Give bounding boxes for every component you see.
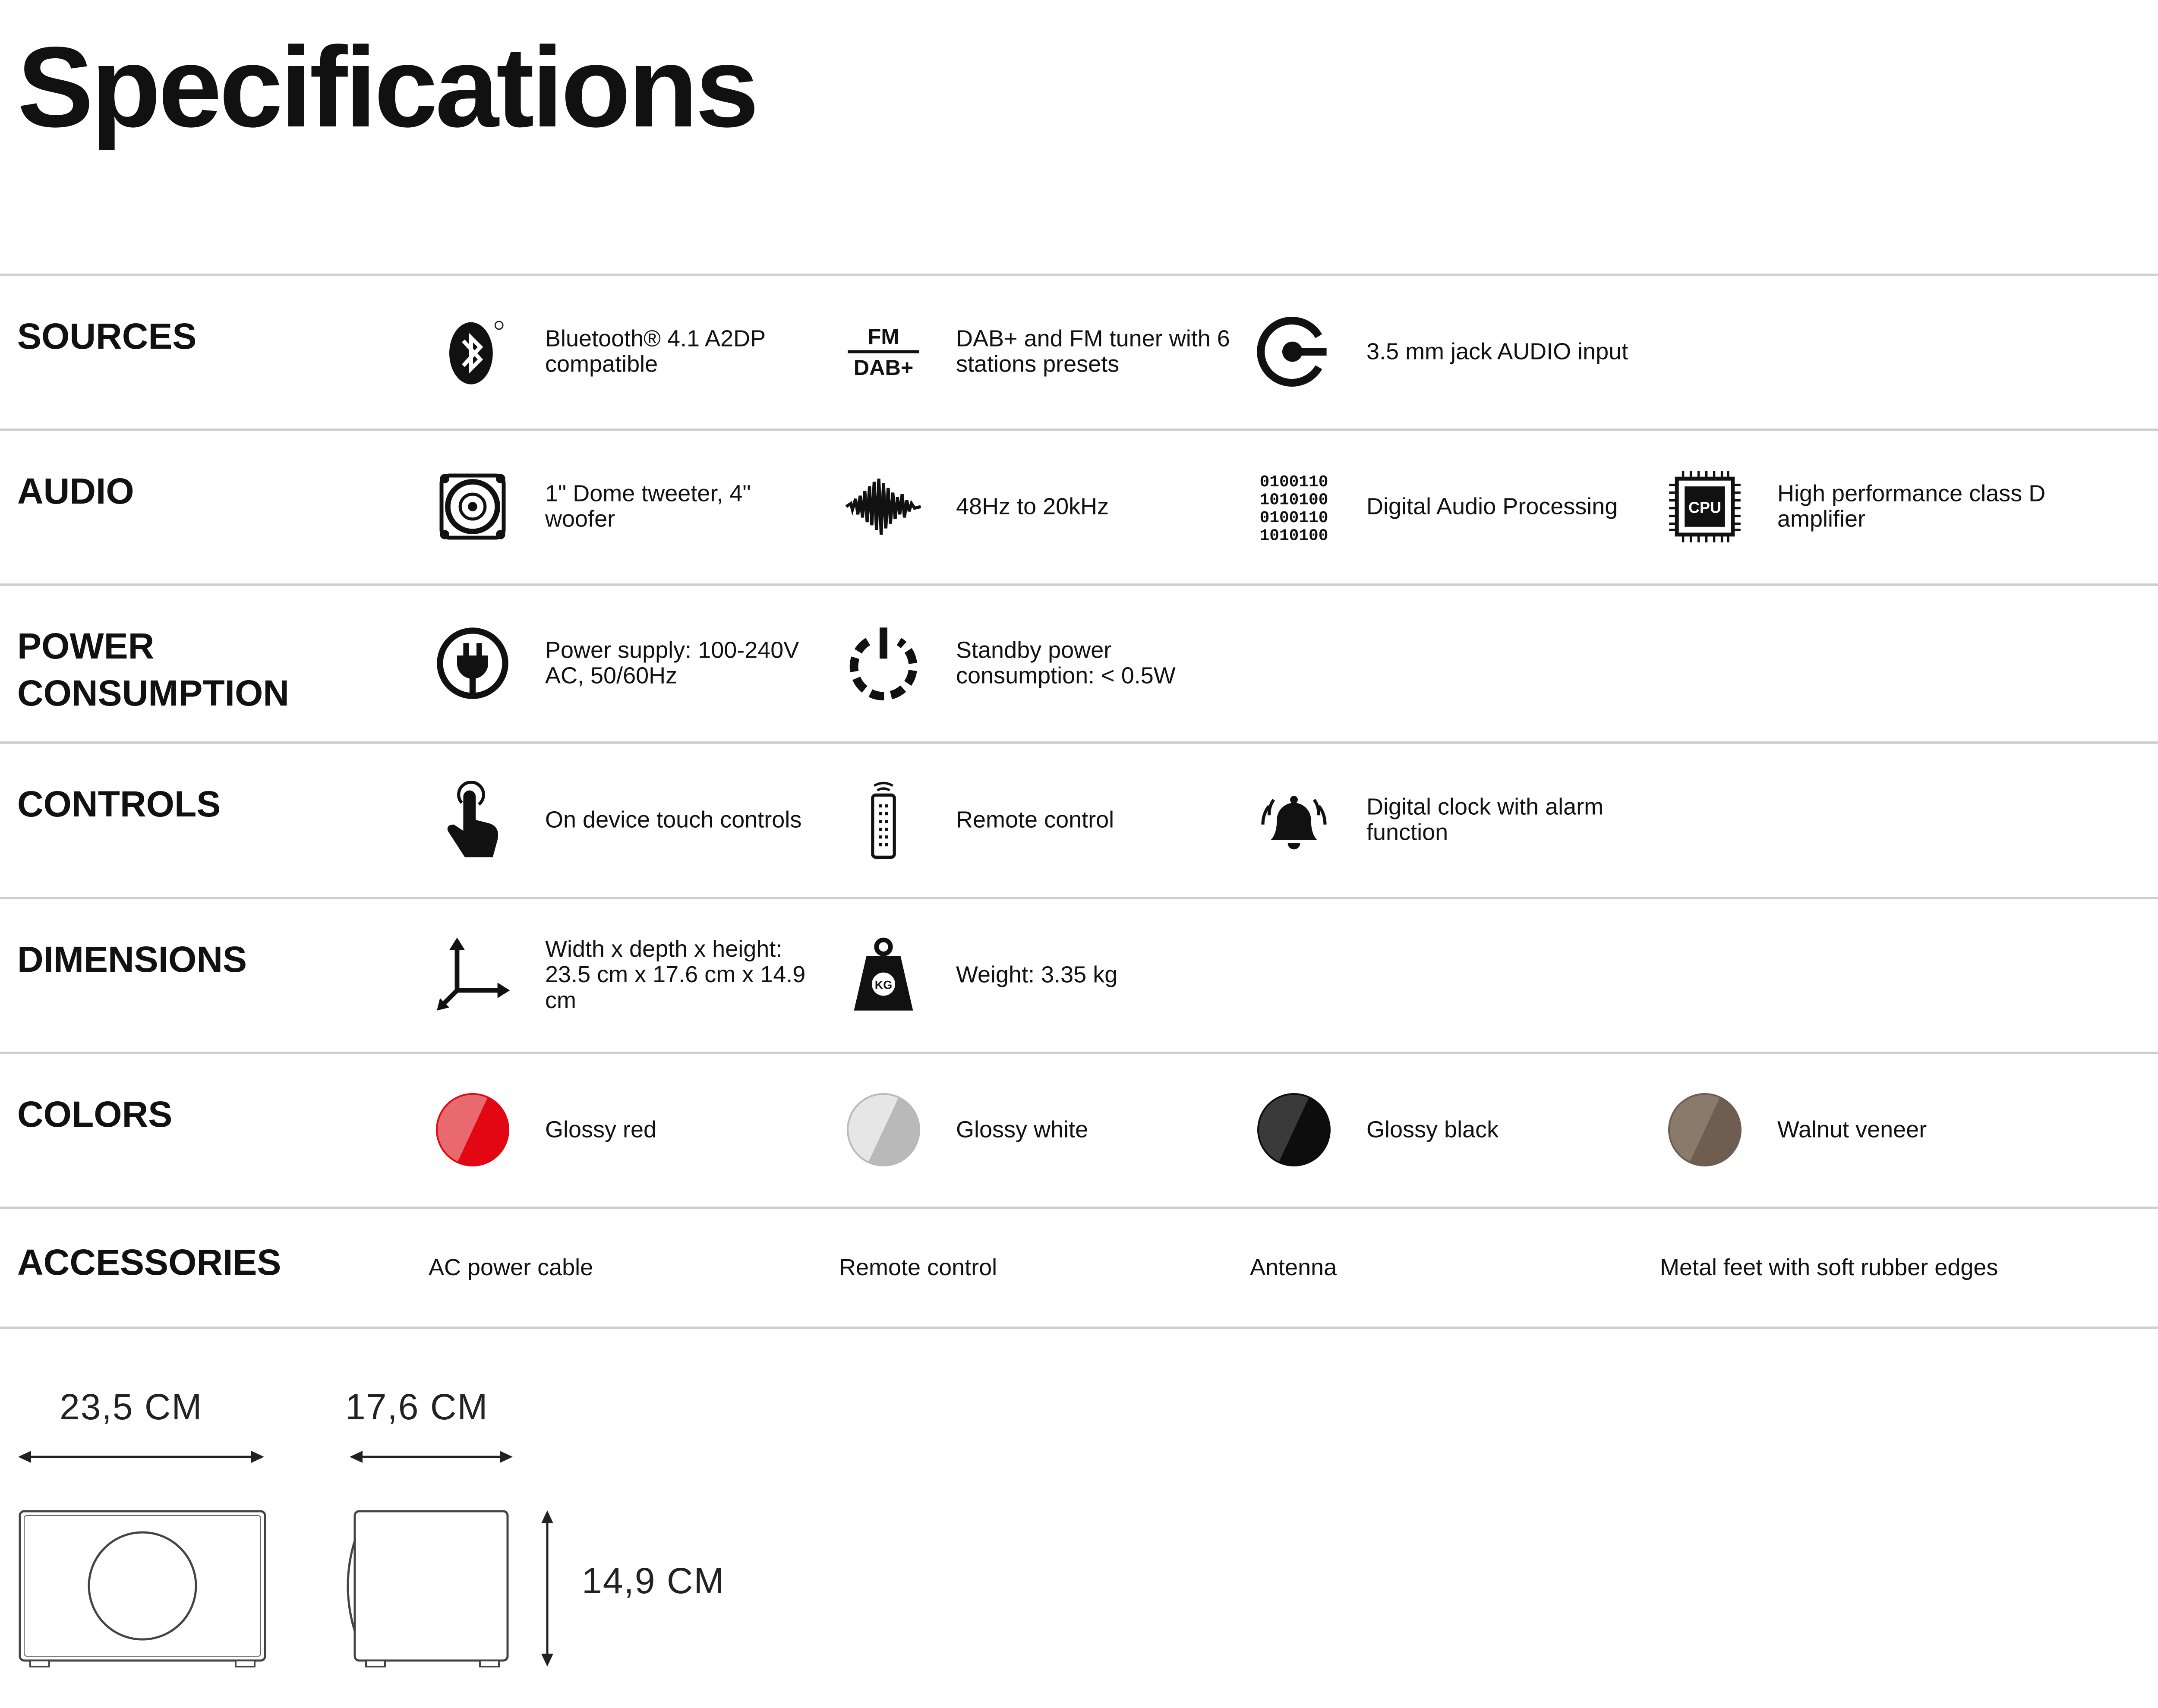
fm-icon-text: FM [868, 324, 899, 349]
weight-icon [845, 936, 922, 1014]
binary-line: 1010100 [1259, 491, 1328, 510]
speaker-icon [434, 468, 511, 545]
alarm-bell-icon [1255, 781, 1333, 859]
row-label: COLORS [17, 1094, 173, 1134]
waveform-icon [845, 468, 922, 545]
spec-text: 3.5 mm jack AUDIO input [1366, 338, 1628, 365]
color-swatch-container [1666, 1091, 1744, 1169]
binary-line: 1010100 [1259, 527, 1328, 545]
color-swatch-container [845, 1091, 922, 1169]
spec-text: Width x depth x height: 23.5 cm x 17.6 cm x 14.9 cm [545, 936, 806, 1013]
color-option [1255, 1053, 1665, 1207]
spec-row-accessories [0, 1208, 2158, 1327]
dimension-drawing [0, 1338, 777, 1708]
color-option [434, 1053, 844, 1207]
spec-text: 1" Dome tweeter, 4" woofer [545, 480, 751, 532]
row-label: DIMENSIONS [17, 939, 247, 980]
spec-item [434, 898, 844, 1052]
spec-item [845, 275, 1255, 429]
spec-item [434, 430, 844, 583]
row-label: ACCESSORIES [17, 1242, 281, 1283]
spec-row-sources [0, 275, 2158, 429]
color-swatch-container [1255, 1091, 1333, 1169]
fm-dab-icon [845, 313, 922, 391]
spec-item [1666, 430, 2076, 583]
spec-text: Standby power consumption: < 0.5W [956, 637, 1176, 689]
accessory-item: Antenna [1250, 1254, 1337, 1280]
bluetooth-icon [434, 313, 511, 391]
spec-row-power [0, 585, 2158, 741]
spec-item [434, 585, 844, 741]
spec-text: 48Hz to 20kHz [956, 493, 1109, 520]
spec-row-audio [0, 430, 2158, 583]
spec-item [434, 743, 844, 897]
spec-text: Digital Audio Processing [1366, 493, 1618, 520]
remote-icon [845, 781, 922, 859]
width-label: 23,5 CM [60, 1387, 203, 1427]
row-label: AUDIO [17, 471, 134, 511]
spec-text: Digital clock with alarm function [1366, 794, 1604, 845]
height-label: 14,9 CM [582, 1560, 725, 1601]
spec-item [434, 275, 844, 429]
color-swatch-walnut [1668, 1093, 1742, 1166]
binary-line: 0100110 [1259, 509, 1328, 527]
power-plug-icon [434, 624, 511, 702]
row-label: SOURCES [17, 316, 197, 356]
spec-text: Weight: 3.35 kg [956, 961, 1118, 988]
spec-text: High performance class D amplifier [1777, 480, 2046, 532]
spec-text: On device touch controls [545, 806, 802, 832]
color-swatch-white [847, 1093, 920, 1166]
standby-icon [845, 624, 922, 702]
binary-icon [1255, 468, 1333, 545]
spec-text: DAB+ and FM tuner with 6 stations presets [956, 325, 1230, 377]
spec-item [1255, 275, 1665, 429]
spec-text: Bluetooth® 4.1 A2DP compatible [545, 325, 766, 377]
spec-item [845, 898, 1255, 1052]
spec-item [845, 430, 1255, 583]
accessory-item: Remote control [839, 1254, 997, 1280]
axes-icon [434, 936, 511, 1014]
spec-item [845, 585, 1255, 741]
spec-text: Remote control [956, 806, 1114, 832]
dimension-lines [0, 1338, 777, 1708]
weight-label: KG [874, 978, 893, 992]
spec-row-colors [0, 1053, 2158, 1207]
spec-row-controls [0, 743, 2158, 897]
touch-icon [434, 781, 511, 859]
color-swatch-red [436, 1093, 509, 1166]
spec-item [1255, 430, 1665, 583]
color-option [845, 1053, 1255, 1207]
binary-line: 0100110 [1259, 473, 1328, 492]
depth-label: 17,6 CM [345, 1387, 489, 1427]
spec-item [1255, 743, 1665, 897]
color-label: Glossy red [545, 1116, 657, 1143]
color-swatch-black [1257, 1093, 1331, 1166]
row-label: POWER CONSUMPTION [17, 626, 289, 714]
color-swatch-container [434, 1091, 511, 1169]
spec-item [845, 743, 1255, 897]
cpu-label: CPU [1688, 498, 1722, 517]
color-option [1666, 1053, 2076, 1207]
divider [0, 1327, 2158, 1329]
page-title: Specifications [17, 23, 757, 151]
color-label: Walnut veneer [1777, 1116, 1927, 1143]
accessory-item: AC power cable [429, 1254, 593, 1280]
accessory-item: Metal feet with soft rubber edges [1660, 1254, 1998, 1280]
cpu-icon [1666, 468, 1744, 545]
dab-icon-text: DAB+ [853, 355, 914, 380]
color-label: Glossy black [1366, 1116, 1499, 1143]
spec-text: Power supply: 100-240V AC, 50/60Hz [545, 637, 799, 689]
audio-jack-icon [1255, 313, 1333, 391]
spec-row-dimensions [0, 898, 2158, 1052]
row-label: CONTROLS [17, 784, 221, 824]
color-label: Glossy white [956, 1116, 1088, 1143]
